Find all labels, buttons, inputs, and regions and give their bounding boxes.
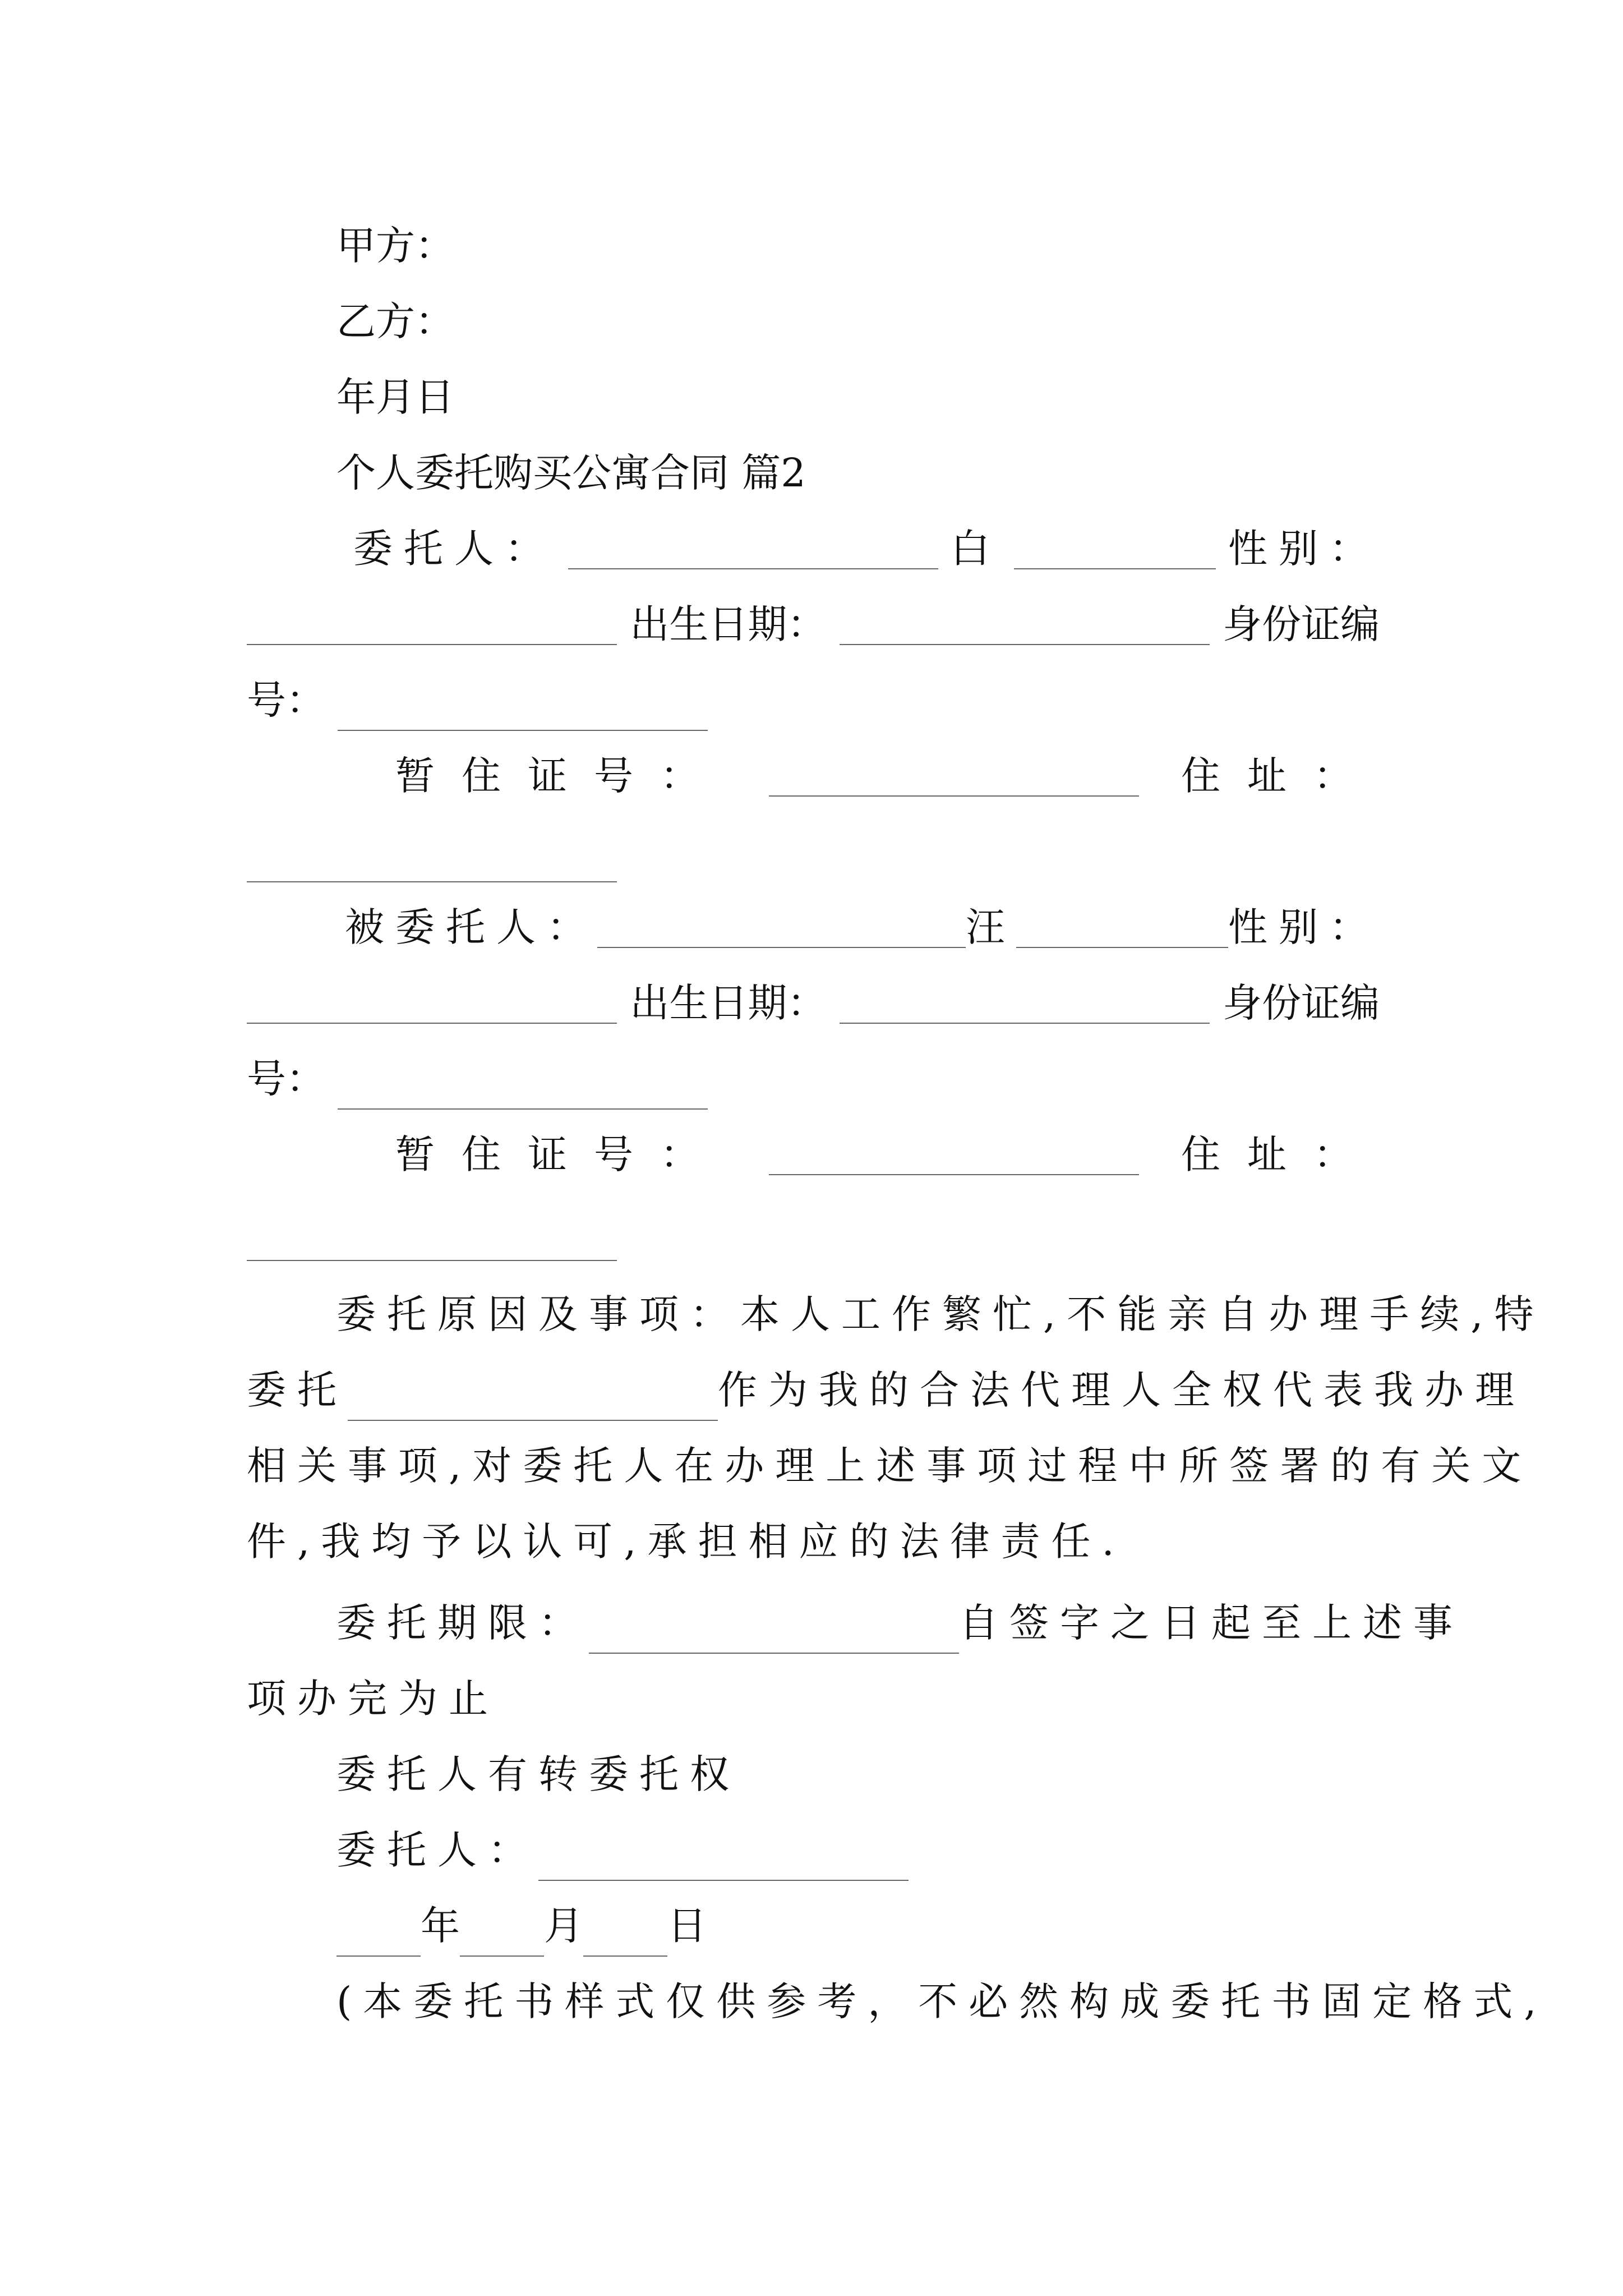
period-text-2: 项办完为止 [247,1676,499,1722]
reason-line-2 [247,1359,1525,1421]
principal-name-char: 白 [951,526,1001,572]
agent-name-char: 汪 [965,904,1016,950]
signature-blank [538,1839,909,1881]
agent-label: 被委托人： [345,904,597,950]
reason-line-1 [247,1283,1545,1345]
agent-id-label: 身份证编 [1222,980,1380,1026]
principal-birth-line [247,593,1380,655]
agent-id-line [247,1048,1380,1110]
period-line-2 [247,1668,1380,1729]
agent-id-blank [338,1068,708,1110]
principal-birth-blank [840,604,1210,645]
signature-label: 委托人： [336,1827,538,1873]
principal-id-blank [338,689,708,731]
section-title-text: 个人委托购买公寓合同 篇2 [336,450,806,496]
year-label: 年 [421,1903,460,1949]
agent-birth-line [247,972,1380,1034]
day-blank [583,1915,667,1957]
agent-birth-blank [840,982,1210,1024]
note-text: (本委托书样式仅供参考，不必然构成委托书固定格式, [336,1978,1548,2024]
period-blank [589,1612,959,1654]
reason-text-1: 委托原因及事项：本人工作繁忙,不能亲自办理手续,特 [336,1291,1545,1337]
agent-id-suffix: 号： [247,1056,325,1102]
transfer-right-line [247,1743,1380,1805]
transfer-right-text: 委托人有转委托权 [336,1751,740,1797]
period-line-1 [247,1592,1464,1654]
note-line [247,1971,1548,2032]
party-b-label: 乙方： [336,298,454,344]
principal-address-line [247,821,1380,882]
period-label: 委托期限： [336,1600,589,1646]
agent-gender-blank [247,982,617,1024]
agent-permit-line [247,1124,1380,1185]
principal-id-label: 身份证编 [1222,601,1380,647]
party-a-line [247,215,1380,277]
agent-address-label: 住址： [1181,1131,1380,1177]
date-line [247,366,1380,428]
principal-address-label: 住址： [1181,753,1380,799]
reason-text-2a: 委托 [247,1367,348,1413]
party-b-line [247,291,1380,352]
day-label: 日 [667,1903,707,1949]
agent-address-line [247,1199,1380,1261]
agent-permit-label: 暂住证号： [395,1131,726,1177]
month-blank [460,1915,544,1957]
year-blank [336,1915,421,1957]
reason-text-2b: 作为我的合法代理人全权代表我办理 [718,1367,1525,1413]
principal-permit-line [247,745,1380,807]
reason-line-4 [247,1511,1380,1572]
principal-birth-label: 出生日期： [630,601,827,647]
sign-date-line [247,1895,1380,1957]
agent-extra-blank [1016,907,1228,948]
principal-extra-blank [1014,528,1216,569]
date-line-text: 年月日 [336,374,454,420]
principal-line [247,518,1380,579]
reason-text-3: 相关事项,对委托人在办理上述事项过程中所签署的有关文 [247,1443,1533,1489]
agent-name-blank [597,907,966,948]
agent-permit-blank [769,1134,1139,1175]
agent-address-blank [247,1220,617,1261]
agent-line [247,896,1380,958]
principal-address-blank [247,841,617,882]
agent-birth-label: 出生日期： [630,980,827,1026]
principal-permit-blank [769,755,1139,797]
reason-text-4: 件,我均予以认可,承担相应的法律责任. [247,1519,1126,1565]
principal-id-suffix: 号： [247,677,325,723]
reason-agent-blank [348,1379,718,1421]
principal-name-blank [568,528,938,569]
principal-permit-label: 暂住证号： [395,753,726,799]
principal-label: 委托人： [353,526,555,572]
signature-line [247,1819,1380,1881]
principal-gender-label: 性别： [1228,526,1380,572]
reason-line-3 [247,1435,1533,1497]
principal-gender-blank [247,604,617,645]
period-tail: 自签字之日起至上述事 [959,1600,1464,1646]
party-a-label: 甲方： [336,223,454,269]
agent-gender-label: 性别： [1228,904,1380,950]
month-label: 月 [544,1903,583,1949]
principal-id-line [247,669,1380,731]
section-title [247,442,1380,504]
